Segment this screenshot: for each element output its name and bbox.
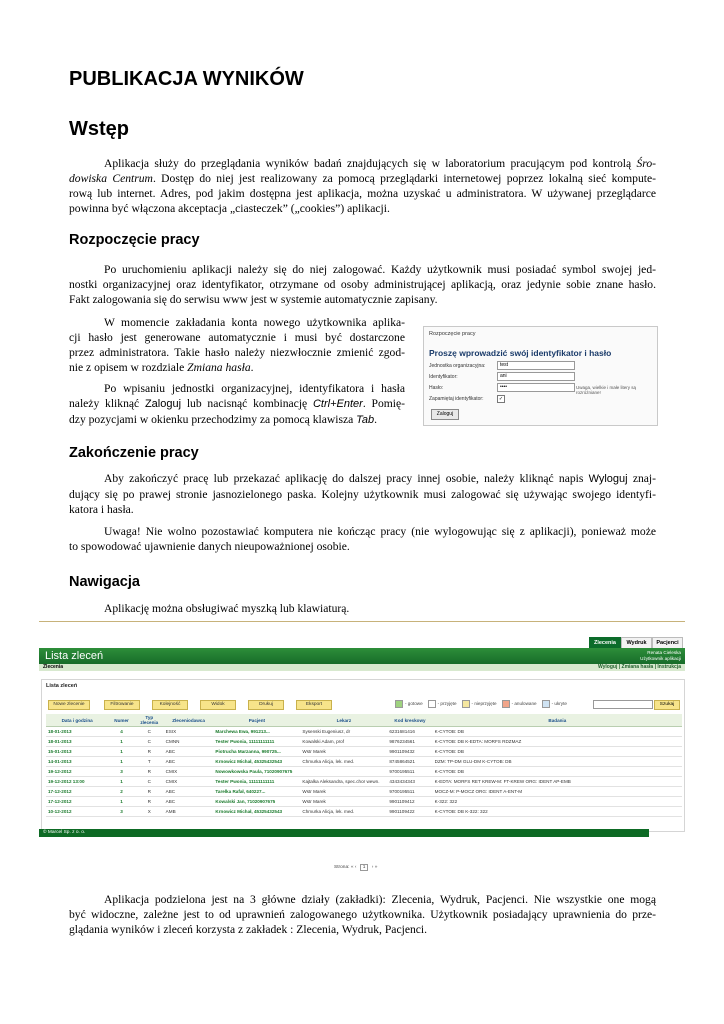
text-line: Uwaga! Nie wolno pozostawiać komputera nie kończąc pracy (nie wylogowując się z aplikacji), ponieważ może (104, 525, 656, 538)
text-part: lub nacisnąć kombinację (181, 397, 313, 410)
legend-label: - ukryte (551, 701, 567, 707)
table-cell: 18-01-2013 (46, 737, 108, 747)
table-cell: MOCZ-M: P-MOCZ ORG: IDENT A-ENT-M (433, 787, 682, 797)
text-line: rową lub internet. Adres, pod jakim dostępna jest aplikacja, można uzyskać u administratora. W używanej przeglądarce (69, 187, 656, 200)
user-name: Renata Cieleska (647, 650, 681, 655)
legend-swatch (462, 700, 470, 708)
table-row[interactable] (46, 757, 682, 767)
table-cell: CMIX (164, 777, 214, 787)
table-cell: 18-01-2013 (46, 727, 108, 737)
table-cell: C (135, 727, 164, 737)
table-cell: C (135, 737, 164, 747)
text-part: dzy pozycjami w okienku przechodzimy za pomocą klawisza (69, 413, 357, 426)
column-header[interactable]: Lekarz (300, 714, 387, 727)
text-line: Aplikacja podzielona jest na 3 główne działy (zakładki): Zlecenia, Wydruk, Pacjenci. Nie wszystkie one mogą (104, 893, 656, 906)
table-cell: 1 (108, 777, 135, 787)
table-cell: 9700195511 (387, 787, 432, 797)
column-header[interactable]: Badania (433, 714, 682, 727)
table-cell: 6231681416 (387, 727, 432, 737)
text-line: katora i hasła. (69, 503, 134, 516)
table-cell: ABC (164, 747, 214, 757)
text-link-name: Wyloguj (588, 473, 628, 485)
table-cell: Kajtalka Aleksandra, spec.chor wewn. (300, 777, 387, 787)
table-body (46, 727, 682, 817)
tab-wydruk[interactable]: Wydruk (621, 637, 652, 648)
column-header[interactable]: Pacjent (213, 714, 300, 727)
section-heading-nawigacja: Nawigacja (69, 574, 140, 590)
panel-title: Lista zleceń (46, 683, 78, 689)
unit-input[interactable]: test (497, 361, 575, 370)
table-cell: DZM: TP-DM GLU-DM K-CYTOB: DB (433, 757, 682, 767)
table-cell: 9901109412 (387, 797, 432, 807)
paragraph-nawigacja-2 (69, 892, 656, 937)
table-cell: ESIX (164, 727, 214, 737)
table-cell: CMIX (164, 767, 214, 777)
tab-zlecenia[interactable]: Zlecenia (589, 637, 621, 648)
section-heading-wstep: Wstęp (69, 118, 129, 140)
table-cell: AMB (164, 807, 214, 817)
id-input[interactable]: ani (497, 372, 575, 381)
table-cell: K-322: 322 (433, 797, 682, 807)
table-cell: R (135, 747, 164, 757)
nav-bar (39, 664, 685, 671)
legend-swatch (542, 700, 550, 708)
text-line: glądania wyników i zleceń korzysta z zakładek : Zlecenia, Wydruk, Pacjenci. (69, 923, 428, 936)
user-role: Użytkownik aplikacji (640, 656, 681, 661)
table-cell: Kowalski Jan, 71020907675 (213, 797, 300, 807)
column-header[interactable]: Numer (108, 714, 135, 727)
login-panel-title: Rozpoczęcie pracy (429, 331, 476, 337)
text-part: . (374, 413, 378, 426)
text-line: Aplikację można obsługiwać myszką lub klawiaturą. (104, 602, 350, 615)
table-cell: K-CYTOB: DB K-322: 322 (433, 807, 682, 817)
table-cell: 3 (108, 767, 135, 777)
table-cell: Marchewa Ewa, 991213... (213, 727, 300, 737)
table-row[interactable] (46, 737, 682, 747)
id-label: Identyfikator: (429, 374, 458, 380)
table-header (46, 714, 682, 727)
pager-next[interactable]: › (371, 865, 374, 870)
table-cell: Sysenski Eugeniusz, dr (300, 727, 387, 737)
table-cell: 8745864521 (387, 757, 432, 767)
password-input[interactable]: •••• (497, 383, 575, 392)
paragraph-rozpoczecie-2 (69, 315, 405, 375)
login-panel (423, 326, 658, 426)
export-button[interactable]: Eksport (296, 700, 332, 710)
table-cell: 1 (108, 797, 135, 807)
unit-label: Jednostka organizacyjna: (429, 363, 486, 369)
legend-swatch (428, 700, 436, 708)
breadcrumb: Zlecenia (43, 664, 64, 670)
table-cell: ABC (164, 757, 214, 767)
paragraph-zakonczenie-2 (69, 524, 656, 554)
table-cell: K-EDTA: MORFS RET KREW-M: FT-KREW ORG: IDENT AP-EMB (433, 777, 682, 787)
pager-last[interactable]: » (374, 865, 378, 870)
table-cell: 19-12-2012 (46, 767, 108, 777)
table-cell: K-CYTOB: DB (433, 767, 682, 777)
app-title: Lista zleceń (45, 650, 104, 662)
table-cell: ABC (164, 787, 214, 797)
table-cell: Wstr Marek (300, 787, 387, 797)
paragraph-nawigacja-1 (69, 601, 656, 616)
text-part: znaj- (627, 472, 656, 485)
table-cell: 9901109432 (387, 747, 432, 757)
user-links[interactable]: Wyloguj | Zmiana hasła | Instrukcja (597, 664, 681, 670)
text-line: . Dostęp do niej jest realizowany za pomocą przeglądarki internetowej poprzez lokalną sieć kompute- (152, 172, 657, 185)
text-line: nie z opisem w rozdziale (69, 361, 188, 374)
table-cell: Tester Pwonia, 11111111111 (213, 777, 300, 787)
table-cell: Tarelka Rafał, 640227... (213, 787, 300, 797)
table-cell: ABC (164, 797, 214, 807)
table-cell (300, 767, 387, 777)
search-input[interactable] (593, 700, 653, 709)
text-line: W momencie zakładania konta nowego użytkownika aplika- (104, 316, 405, 329)
app-screenshot (39, 621, 685, 870)
table-cell: Piotrucha Marzanna, 990725... (213, 747, 300, 757)
table-cell: 19-12-2012 13:00 (46, 777, 108, 787)
column-header[interactable]: Typ zlecenia (135, 714, 164, 727)
column-header[interactable]: Data i godzina (46, 714, 108, 727)
table-cell: 1 (108, 747, 135, 757)
table-cell: Krnowicz Michał, 45325432543 (213, 807, 300, 817)
table-cell: 1 (108, 757, 135, 767)
divider (39, 621, 685, 622)
table-cell: 10-12-2012 (46, 807, 108, 817)
text-line: to spowodować ujawnienie danych nieupoważnionej osobie. (69, 540, 350, 553)
login-button[interactable]: Zaloguj (431, 409, 459, 420)
table-cell: Wstr Marek (300, 797, 387, 807)
legend-label: - przyjęte (437, 701, 457, 707)
print-button[interactable]: Drukuj (248, 700, 284, 710)
text-line: Po wpisaniu jednostki organizacyjnej, identyfikatora i hasła (104, 382, 405, 395)
text-key: Tab (356, 414, 375, 426)
table-cell: K-CYTOB: DB (433, 727, 682, 737)
table-row[interactable] (46, 787, 682, 797)
table-cell: Krnowicz Michał, 45325432543 (213, 757, 300, 767)
text-button-name: Zaloguj (144, 398, 182, 410)
legend-label: - anulowane (511, 701, 537, 707)
column-header[interactable]: Zleceniodawca (164, 714, 214, 727)
pager (334, 864, 377, 871)
pager-prev[interactable]: ‹ (354, 865, 357, 870)
legend-label: - nieprzyjęte (471, 701, 497, 707)
text-line: Fakt zalogowania się do serwisu www jest w systemie automatycznie zapisany. (69, 293, 438, 306)
pager-label: Strona: (334, 865, 350, 870)
new-order-button[interactable]: Nowe zlecenie (48, 700, 90, 710)
table-cell: 4343434343 (387, 777, 432, 787)
order-button[interactable]: Kolejność (152, 700, 188, 710)
app-footer: © Marcel Sp. z o. o. (39, 829, 649, 837)
table-cell: R (135, 797, 164, 807)
login-heading: Proszę wprowadzić swój identyfikator i hasło (429, 348, 612, 358)
text-italic: Śro- (636, 157, 656, 170)
table-cell: Nowowkowska Paula, 71020907675 (213, 767, 300, 777)
paragraph-zakonczenie-1 (69, 471, 656, 517)
text-line: Aplikacja służy do przeglądania wyników badań znajdujących się w laboratorium pracującym pod kontrolą (104, 157, 637, 170)
table-cell: 9876234561 (387, 737, 432, 747)
text-end: . (250, 361, 254, 374)
paragraph-wstep: Aplikacja służy do przeglądania wyników badań znajdujących się w laboratorium pracującym pod kontrolą Śro- dowiska Centrum. Dostęp do niej jest realizowany za pomocą przeglądarki internetowej poprzez lokalną sieć kompute- rową lub internet. Adres, pod jakim dostępna jest aplikacja, można uzyskać u administratora. W używanej przeglądarce powinna być włączona akceptacja „ciasteczek” („cookies”) aplikacji. (69, 157, 657, 215)
table-row[interactable] (46, 767, 682, 777)
text-line: nostki organizacyjnej oraz identyfikator, otrzymane od osoby administrującej aplikacją, oraz jedynie sobie znane hasło. (69, 278, 656, 291)
paragraph-rozpoczecie-3 (69, 381, 405, 428)
search-button[interactable]: Szukaj (654, 700, 680, 710)
table-cell: 15-01-2013 (46, 747, 108, 757)
table-cell: T (135, 757, 164, 767)
table-row[interactable] (46, 747, 682, 757)
legend-label: - gotowe (405, 701, 423, 707)
table-row[interactable] (46, 727, 682, 737)
table-cell: C (135, 777, 164, 787)
table-cell: 17-12-2012 (46, 797, 108, 807)
table-cell: 4 (108, 727, 135, 737)
section-heading-rozpoczecie: Rozpoczęcie pracy (69, 232, 200, 248)
table-row[interactable] (46, 777, 682, 787)
section-heading-zakonczenie: Zakończenie pracy (69, 445, 199, 461)
table-cell: Tester Pwonia, 11111111111 (213, 737, 300, 747)
table-cell: 2 (108, 787, 135, 797)
legend-swatch (395, 700, 403, 708)
orders-table (46, 714, 682, 817)
table-cell: 9901109422 (387, 807, 432, 817)
text-part: Aby zakończyć pracę lub przekazać aplikację do dalszej pracy innej osobie, należy kliknąć napis (104, 472, 589, 485)
text-line: Po uruchomieniu aplikacji należy się do niej zalogować. Każdy użytkownik musi posiadać symbol swojej jed- (104, 263, 656, 276)
filter-button[interactable]: Filtrowanie (104, 700, 140, 710)
table-cell: R (135, 767, 164, 777)
remember-label: Zapamiętaj identyfikator: (429, 396, 484, 402)
text-line: być widoczne, zależne jest to od uprawnień zalogowanego użytkownika. Użytkownik posiadający uprawnienia do prze- (69, 908, 656, 921)
page-title: PUBLIKACJA WYNIKÓW (69, 68, 304, 90)
view-button[interactable]: Widok (200, 700, 236, 710)
pager-first[interactable]: « (350, 865, 354, 870)
table-cell: Wstr Marek (300, 747, 387, 757)
tab-pacjenci[interactable]: Pacjenci (652, 637, 683, 648)
column-header[interactable]: Kod kreskowy (387, 714, 432, 727)
pager-current[interactable]: 1 (360, 864, 369, 871)
table-cell: 9700195511 (387, 767, 432, 777)
status-legend (390, 700, 567, 708)
table-cell: R (135, 787, 164, 797)
text-part: . Pomię- (362, 397, 405, 410)
password-hint: Uwaga, wielkie i małe litery są rozróżniane! (576, 385, 637, 395)
user-info (640, 650, 681, 662)
text-italic: Zmiana hasła (187, 361, 251, 374)
text-shortcut: Ctrl+Enter (312, 398, 363, 410)
table-cell: Chmurka Alicja, lek. med. (300, 757, 387, 767)
table-cell: X (135, 807, 164, 817)
text-line: dujący się po prawej stronie jasnozielonego paska. Kolejny użytkownik musi zalogować się używając swojego identyfi- (69, 488, 656, 501)
table-cell: K-CYTOB: DB (433, 747, 682, 757)
text-line: powinna być włączona akceptacja „ciasteczek” („cookies”) aplikacji. (69, 202, 390, 215)
table-cell: K-CYTOB: DB K-EDTA: MORFS RDZMAZ (433, 737, 682, 747)
table-cell: 14-01-2013 (46, 757, 108, 767)
table-row[interactable] (46, 797, 682, 807)
table-row[interactable] (46, 807, 682, 817)
table-cell: 1 (108, 737, 135, 747)
remember-checkbox[interactable]: ✓ (498, 396, 504, 402)
table-cell: 17-12-2012 (46, 787, 108, 797)
text-line: przez administratora. Takie hasło należy niezwłocznie zmienić zgod- (69, 346, 405, 359)
table-cell: CMNN (164, 737, 214, 747)
text-part: należy kliknąć (69, 397, 145, 410)
table-cell: Chmurka Alicja, lek. med. (300, 807, 387, 817)
text-line: cji hasło jest generowane automatycznie i musi być dostarczone (69, 331, 405, 344)
paragraph-rozpoczecie-1 (69, 262, 656, 307)
table-cell: Kowalski Adam, prof (300, 737, 387, 747)
password-label: Hasło: (429, 385, 444, 391)
table-cell: 3 (108, 807, 135, 817)
legend-swatch (502, 700, 510, 708)
